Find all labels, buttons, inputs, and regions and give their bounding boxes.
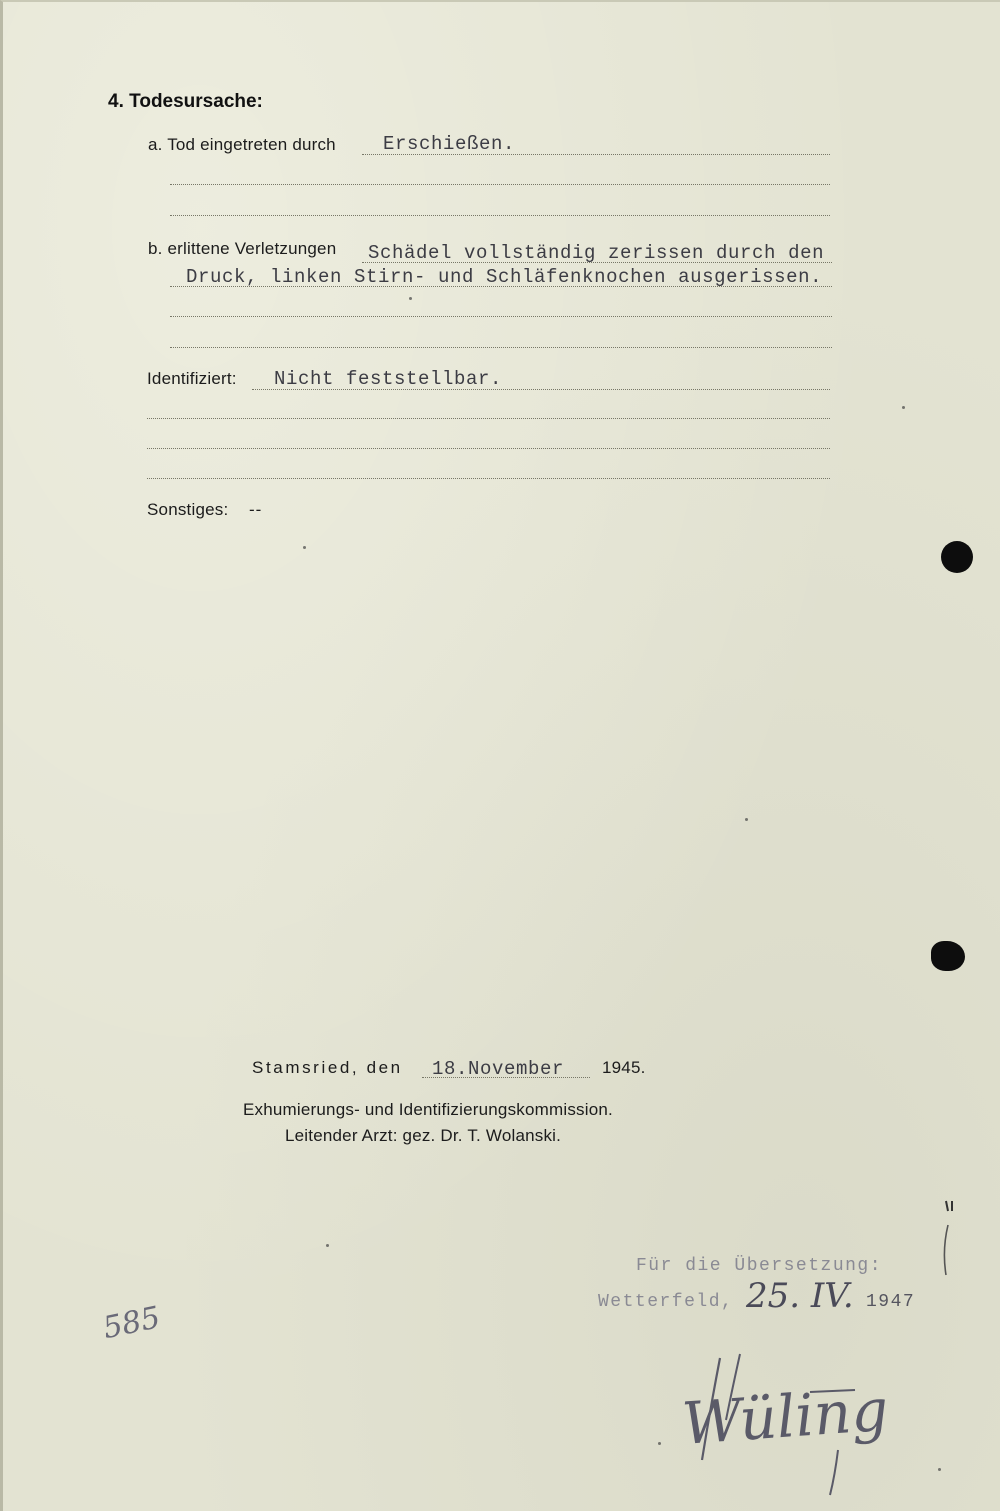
identified-blank-line-1 bbox=[147, 418, 830, 419]
injuries-blank-line-2 bbox=[170, 347, 832, 348]
section-number: 4. bbox=[108, 91, 124, 112]
cause-value: Erschießen. bbox=[383, 133, 516, 155]
edge-pencil-marks bbox=[930, 1195, 960, 1280]
injuries-line-2: Druck, linken Stirn- und Schläfenknochen ausgerissen. bbox=[186, 266, 823, 288]
identified-label: Identifiziert: bbox=[147, 369, 237, 388]
date-year: 1945. bbox=[602, 1058, 646, 1077]
commission-name: Exhumierungs- und Identifizierungskommission. bbox=[243, 1100, 613, 1119]
cause-blank-line-1 bbox=[170, 184, 830, 185]
speck bbox=[303, 546, 306, 549]
punch-hole-top bbox=[941, 541, 973, 573]
cause-label: a. Tod eingetreten durch bbox=[148, 135, 336, 154]
section-title: Todesursache: bbox=[129, 91, 263, 112]
speck bbox=[658, 1442, 661, 1445]
cause-blank-line-2 bbox=[170, 215, 830, 216]
injuries-blank-line-1 bbox=[170, 316, 832, 317]
place-label: Stamsried, den bbox=[252, 1058, 403, 1077]
section-heading bbox=[108, 91, 263, 113]
identified-value: Nicht feststellbar. bbox=[274, 368, 503, 390]
translation-stamp-year: 1947 bbox=[866, 1292, 916, 1312]
speck bbox=[745, 818, 748, 821]
signature-flourish bbox=[680, 1350, 870, 1500]
translation-stamp-place: Wetterfeld, bbox=[598, 1292, 734, 1312]
speck bbox=[326, 1244, 329, 1247]
date-value: 18.November bbox=[432, 1058, 565, 1080]
identified-blank-line-3 bbox=[147, 478, 830, 479]
speck bbox=[902, 406, 905, 409]
identified-blank-line-2 bbox=[147, 448, 830, 449]
speck bbox=[409, 297, 412, 300]
punch-hole-bottom bbox=[931, 941, 965, 971]
injuries-label: b. erlittene Verletzungen bbox=[148, 239, 337, 258]
other-value: -- bbox=[249, 500, 263, 519]
injuries-line-1: Schädel vollständig zerissen durch den bbox=[368, 242, 825, 264]
speck bbox=[938, 1468, 941, 1471]
margin-note: 585 bbox=[100, 1300, 164, 1347]
other-label: Sonstiges: bbox=[147, 500, 229, 519]
translator-signature: Wüling bbox=[680, 1375, 891, 1458]
translation-stamp-date: 25. IV. bbox=[746, 1276, 854, 1316]
translation-stamp-line1: Für die Übersetzung: bbox=[636, 1256, 883, 1276]
lead-doctor: Leitender Arzt: gez. Dr. T. Wolanski. bbox=[285, 1126, 562, 1145]
